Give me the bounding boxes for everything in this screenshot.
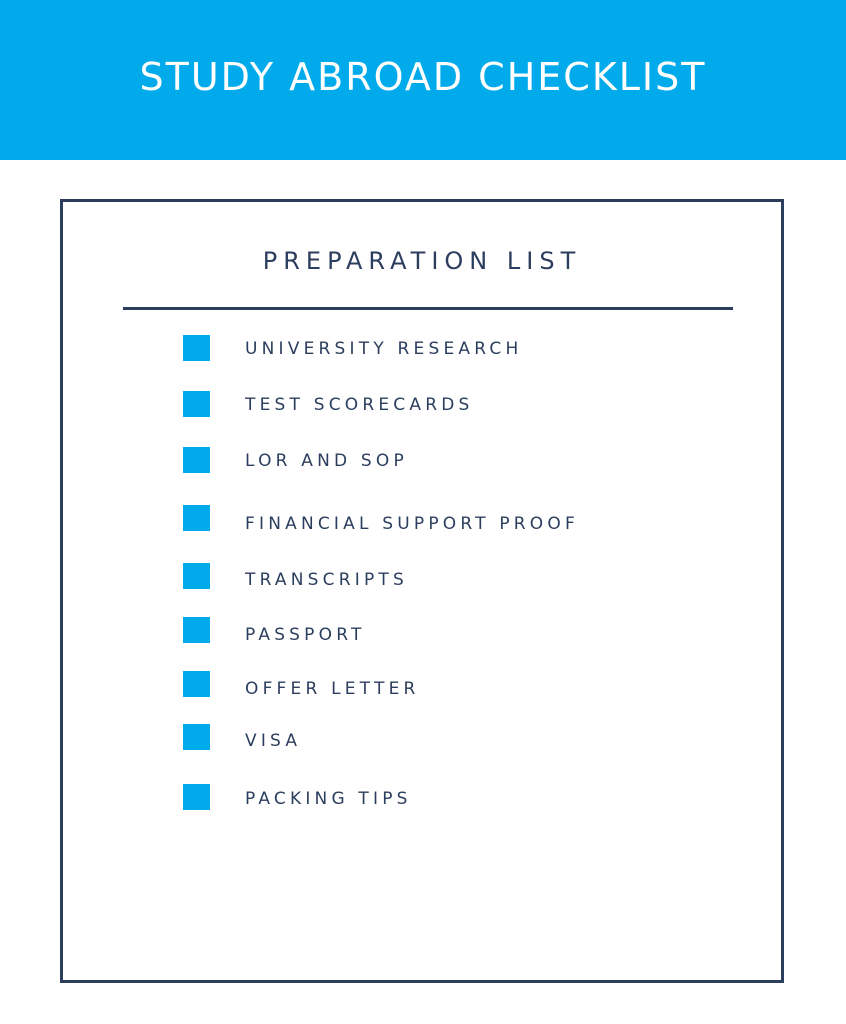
- checklist-title: PREPARATION LIST: [262, 247, 582, 275]
- checklist-item-label: UNIVERSITY RESEARCH: [245, 339, 523, 359]
- checkbox-square-icon[interactable]: [183, 335, 210, 361]
- header-banner: [0, 0, 846, 160]
- checkbox-square-icon[interactable]: [183, 447, 210, 473]
- checklist-item-label: VISA: [245, 731, 302, 751]
- checklist-item-label: TEST SCORECARDS: [245, 395, 474, 415]
- checkbox-square-icon[interactable]: [183, 671, 210, 697]
- page-title: STUDY ABROAD CHECKLIST: [139, 55, 707, 99]
- checklist-item-label: TRANSCRIPTS: [245, 570, 408, 590]
- checklist-item-visa[interactable]: [183, 724, 743, 752]
- checklist-item-university-research[interactable]: [183, 335, 743, 363]
- checklist-item-label: LOR AND SOP: [245, 451, 408, 471]
- checklist-card: [60, 199, 784, 983]
- checkbox-square-icon[interactable]: [183, 563, 210, 589]
- checklist-item-label: PASSPORT: [245, 625, 366, 645]
- checklist-item-label: PACKING TIPS: [245, 789, 412, 809]
- checklist-item-transcripts[interactable]: [183, 563, 743, 591]
- checklist-item-lor-and-sop[interactable]: [183, 447, 743, 475]
- checkbox-square-icon[interactable]: [183, 784, 210, 810]
- checklist-item-offer-letter[interactable]: [183, 671, 743, 699]
- title-divider: [123, 307, 733, 310]
- checkbox-square-icon[interactable]: [183, 724, 210, 750]
- checklist-item-label: OFFER LETTER: [245, 679, 420, 699]
- checkbox-square-icon[interactable]: [183, 391, 210, 417]
- checklist-item-passport[interactable]: [183, 617, 743, 645]
- checklist-item-financial-support-proof[interactable]: [183, 505, 743, 533]
- checkbox-square-icon[interactable]: [183, 617, 210, 643]
- checklist-item-test-scorecards[interactable]: [183, 391, 743, 419]
- checkbox-square-icon[interactable]: [183, 505, 210, 531]
- checklist-item-label: FINANCIAL SUPPORT PROOF: [245, 514, 579, 534]
- checklist-item-packing-tips[interactable]: [183, 784, 743, 812]
